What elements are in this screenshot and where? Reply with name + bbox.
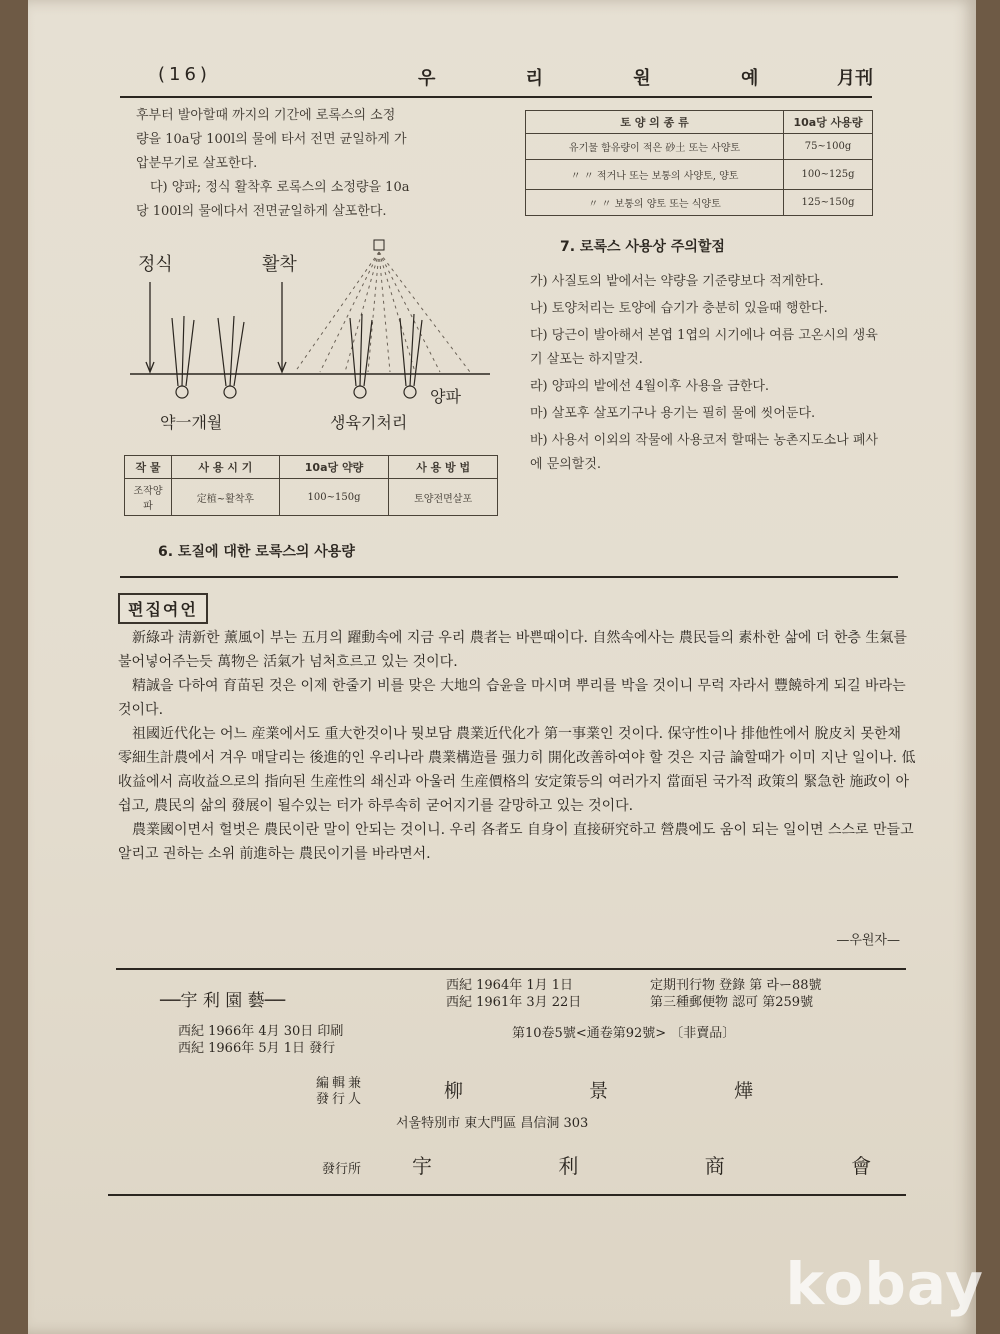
diagram-label-root: 활착 [262,254,297,275]
text-line: 다) 양파; 정식 활착후 로록스의 소정량을 10a [150,180,410,195]
table-row [526,190,873,216]
table-cell: 〃 〃 보통의 양토 또는 식양토 [526,190,784,216]
table-header: 10a당 약량 [279,456,388,479]
colophon-editor: 柳 景 燁 [444,1080,814,1102]
note-item: 가) 사질토의 밭에서는 약량을 기준량보다 적게한다. [530,274,824,289]
colophon-top-rule [116,968,906,970]
header-rule [120,96,872,98]
text-line: 압분무기로 살포한다. [136,156,258,171]
text-line: 당 100l의 물에다서 전면균일하게 살포한다. [136,204,387,219]
table-row [125,479,498,516]
note-item: 다) 당근이 발아해서 본엽 1엽의 시기에나 여름 고온시의 생육기 살포는 하지말것. [530,328,878,367]
table-header: 10a당 사용량 [784,111,873,134]
table-header: 사 용 방 법 [389,456,498,479]
note-item: 나) 토양처리는 토양에 습기가 충분히 있을때 행한다. [530,301,828,316]
table-cell: 조작양파 [125,479,172,516]
colophon-publisher-role: 發行所 [322,1162,362,1177]
table-header: 사 용 시 기 [172,456,280,479]
table-cell: 유기물 함유량이 적은 砂土 또는 사양토 [526,134,784,160]
page-header [128,62,873,94]
notes-list [530,270,880,477]
diagram-label-onion: 양파 [430,387,461,406]
editorial-body [118,626,918,866]
table-cell: 定植~활착후 [172,479,280,516]
colophon-print-date: 西紀 1966年 4月 30日 印刷 [178,1024,344,1039]
crop-usage-table [124,455,498,516]
page-number: (16) [158,64,211,85]
note-item: 바) 사용서 이외의 작물에 사용코저 할때는 농촌지도소나 폐사에 문의할것. [530,433,878,472]
treatment-diagram [130,234,500,444]
table-cell: 〃 〃 적거나 또는 보통의 사양토, 양토 [526,160,784,190]
colophon-name: ──宇 利 園 藝── [160,991,286,1011]
note-item: 마) 살포후 살포기구나 용기는 필히 물에 씻어둔다. [530,406,816,421]
table-cell: 125~150g [784,190,873,216]
left-column-text [136,104,496,224]
table-cell: 토양전면살포 [389,479,498,516]
monthly-label: 月刊 [837,68,873,89]
colophon-bottom-rule [108,1194,906,1196]
text-line: 량을 10a당 100l의 물에 타서 전면 균일하게 가 [136,132,407,147]
editorial-paragraph: 新綠과 淸新한 薰風이 부는 五月의 躍動속에 지금 우리 農者는 바쁜때이다. 自然속에사는 農民들의 素朴한 삶에 더 한층 生氣를 불어넣어주는듯 萬物은 活氣가 넘처흐르고 있는 것이다. [118,630,907,670]
colophon-issue-date: 西紀 1966年 5月 1日 發行 [178,1041,336,1056]
diagram-label-month: 약一개월 [160,413,223,432]
editorial-paragraph: 農業國이면서 헐벗은 農民이란 말이 안되는 것이니. 우리 各者도 自身이 直接研究하고 營農에도 움이 되는 일이면 스스로 만들고 알리고 권하는 소위 前進하는 農民이기를 바라면서. [118,822,914,862]
kobay-watermark: kobay [785,1250,984,1318]
colophon-date-2: 西紀 1961年 3月 22日 [446,995,582,1010]
diagram-label-plant: 정식 [138,254,173,275]
text-line: 후부터 발아할때 까지의 기간에 로록스의 소정 [136,108,396,123]
editorial-signature: —우원자— [836,933,900,948]
table-row [526,134,873,160]
colophon-registration-1: 定期刊行物 登錄 第 라ー88號 [650,978,822,993]
soil-usage-table [525,110,873,216]
section-rule [120,576,898,578]
section-7-heading: 7. 로록스 사용상 주의할점 [560,239,725,255]
editorial-paragraph: 精誠을 다하여 育苗된 것은 이제 한줄기 비를 맞은 大地의 습윤을 마시며 뿌리를 박을 것이니 무럭 자라서 豐饒하게 되길 바라는 것이다. [118,678,906,718]
note-item: 라) 양파의 밭에선 4월이후 사용을 금한다. [530,379,770,394]
magazine-title: 우 리 원 예 [418,68,801,89]
editorial-paragraph: 祖國近代化는 어느 産業에서도 重大한것이나 뭣보담 農業近代化가 第一事業인 것이다. 保守性이나 排他性에서 脫皮치 못한채 零細生計農에서 겨우 매달리는 後進的인 우리나라 農業構造를 强力히 開化改善하여야 할 것은 지금 論할때가 이미 지난 일이나. 低收益에서 高收益으로의 指向된 生産性의 쇄신과 아울러 生産價格의 安定策등의 여러가지 當面된 국가적 政策의 緊急한 施政이 아쉽고, 農民의 삶의 發展이 될수있는 터가 하루속히 굳어지기를 갈망하고 있는 것이다. [118,726,916,814]
table-header: 토 양 의 종 류 [526,111,784,134]
section-6-heading: 6. 토질에 대한 로록스의 사용량 [158,544,355,560]
table-header: 작 물 [125,456,172,479]
colophon-date-1: 西紀 1964年 1月 1日 [446,978,574,993]
colophon-registration-2: 第三種郵便物 認可 第259號 [650,995,814,1010]
editorial-tag: 편집여언 [118,593,208,624]
diagram-label-growth: 생육기처리 [330,413,408,432]
table-header-row [125,456,498,479]
colophon-publisher: 宇 利 商 會 [412,1154,932,1178]
table-row [526,160,873,190]
colophon-volume: 第10卷5號<通卷第92號> 〔非賣品〕 [512,1026,736,1041]
table-cell: 75~100g [784,134,873,160]
colophon-editor-role: 編輯兼發行人 [316,1076,365,1107]
table-cell: 100~125g [784,160,873,190]
colophon-address: 서울特別市 東大門區 昌信洞 303 [396,1116,589,1131]
table-cell: 100~150g [279,479,388,516]
table-header-row [526,111,873,134]
